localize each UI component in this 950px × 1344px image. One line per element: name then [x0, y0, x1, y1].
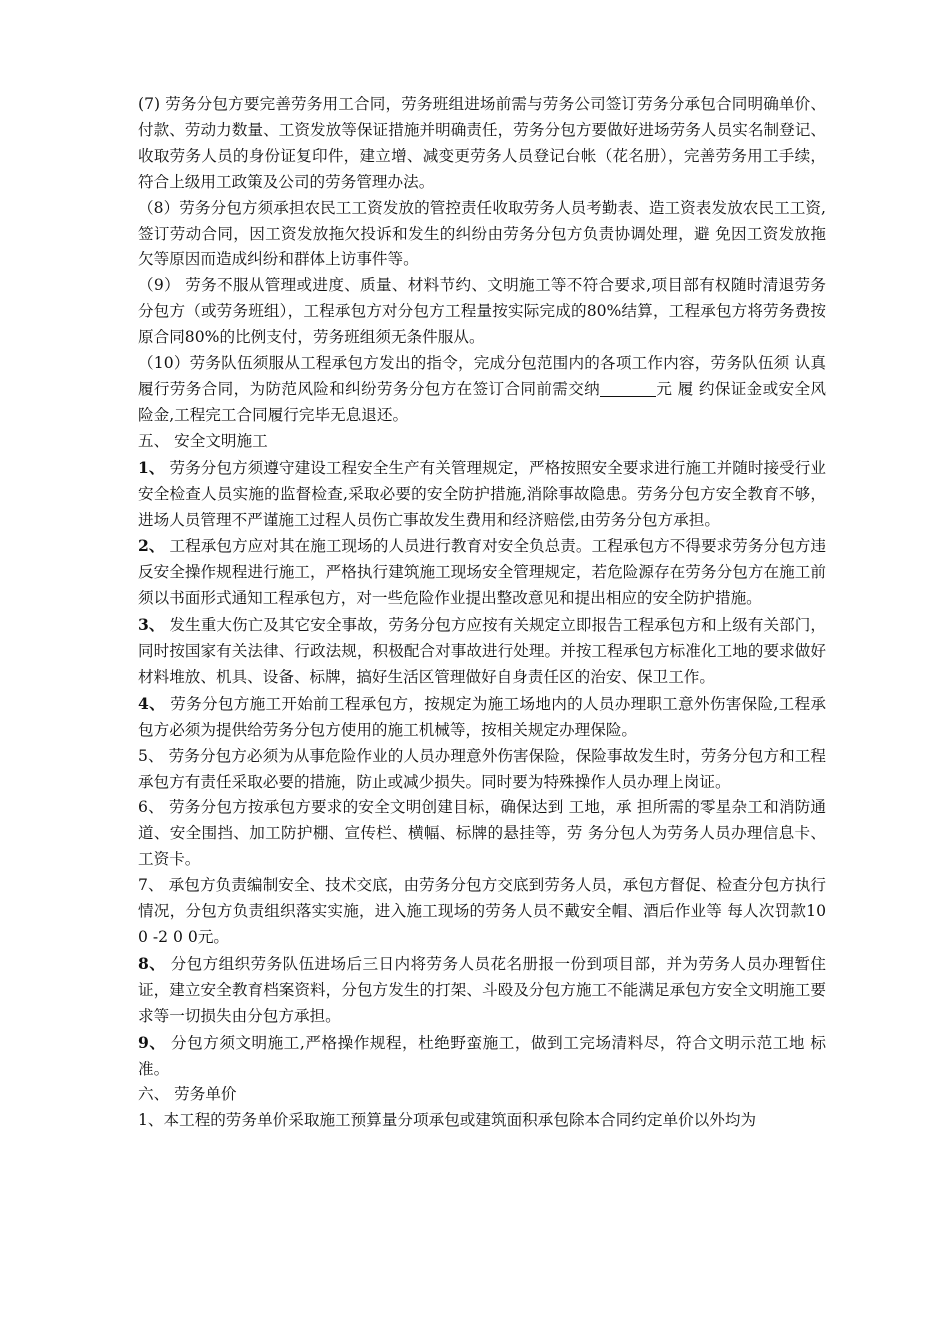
section-6-item-1	[138, 1108, 826, 1134]
item-number: 6、	[138, 798, 164, 817]
item-number: 1、	[138, 457, 165, 477]
item-number: 9、	[138, 1032, 166, 1052]
item-number: 2、	[138, 536, 165, 556]
section-5-item-8	[138, 951, 826, 1030]
item-text: 劳务分包方按承包方要求的安全文明创建目标，确保达到 工地，承 担所需的零星杂工和消防通道、安全围挡、加工防护棚、宣传栏、横幅、标牌的悬挂等，劳 务分包人为劳务人员办理信息卡、工资卡。	[138, 798, 827, 869]
item-text: 承包方负责编制安全、技术交底，由劳务分包方交底到劳务人员，承包方督促、检查分包方执行情况，分包方负责组织落实实施，进入施工现场的劳务人员不戴安全帽、酒后作业等 每人次罚款10 0 -2 0 0元。	[138, 876, 826, 946]
section-5-item-3	[138, 612, 826, 691]
section-5-item-2	[138, 533, 826, 612]
item-number: 3、	[138, 615, 165, 635]
item-text: 发生重大伤亡及其它安全事故，劳务分包方应按有关规定立即报告工程承包方和上级有关部门，同时按国家有关法律、行政法规，积极配合对事故进行处理。并按工程承包方标准化工地的要求做好材料堆放、机具、设备、标牌，搞好生活区管理做好自身责任区的治安、保卫工作。	[138, 616, 826, 686]
section-5-item-5	[138, 744, 826, 796]
section-6-heading: 六、 劳务单价	[138, 1085, 237, 1104]
document-body	[138, 92, 826, 1134]
item-text: 分包方须文明施工,严格操作规程，杜绝野蛮施工，做到工完场清料尽，符合文明示范工地 标准。	[138, 1033, 827, 1078]
item-text: 工程承包方应对其在施工现场的人员进行教育对安全负总责。工程承包方不得要求劳务分包方违反安全操作规程进行施工，严格执行建筑施工现场安全管理规定，若危险源存在劳务分包方在施工前须以书面形式通知工程承包方，对一些危险作业提出整改意见和提出相应的安全防护措施。	[138, 537, 826, 608]
section-5-item-4	[138, 691, 826, 744]
item-number: 1、	[138, 1111, 164, 1130]
item-number: 4、	[138, 693, 166, 713]
item-text: 劳务分包方必须为从事危险作业的人员办理意外伤害保险，保险事故发生时，劳务分包方和工程承包方有责任采取必要的措施，防止或减少损失。同时要为特殊操作人员办理上岗证。	[138, 746, 826, 791]
item-text: 分包方组织劳务队伍进场后三日内将劳务人员花名册报一份到项目部，并为劳务人员办理暂住证，建立安全教育档案资料，分包方发生的打架、斗殴及分包方施工不能满足承包方安全文明施工要求等一切损失由分包方承担。	[138, 954, 826, 1025]
clause-10-text-a: （10）劳务队伍须服从工程承包方发出的指令，完成分包范围内的各项工作内容，劳务队伍须 认真履行劳务合同，为防范风险和纠纷劳务分包方在签订合同前需交纳	[138, 354, 826, 398]
deposit-amount-blank	[600, 380, 656, 397]
clause-10	[138, 351, 826, 429]
item-text: 本工程的劳务单价采取施工预算量分项承包或建筑面积承包除本合同约定单价以外均为	[163, 1111, 757, 1130]
item-number: 8、	[138, 953, 166, 973]
clause-10-text-b: 元 履 约保证金或安全风险金,工程完工合同履行完毕无息退还。	[138, 379, 826, 424]
clause-7: (7) 劳务分包方要完善劳务用工合同，劳务班组进场前需与劳务公司签订劳务分承包合同明确单价、付款、劳动力数量、工资发放等保证措施并明确责任，劳务分包方要做好进场劳务人员实名制登记、收取劳务人员的身份证复印件，建立增、减变更劳务人员登记台帐（花名册），完善劳务用工手续，符合上级用工政策及公司的劳务管理办法。	[138, 95, 826, 191]
clause-9: （9） 劳务不服从管理或进度、质量、材料节约、文明施工等不符合要求,项目部有权随时清退劳务分包方（或劳务班组），工程承包方对分包方工程量按实际完成的80%结算，工程承包方将劳务费按原合同80%的比例支付，劳务班组须无条件服从。	[138, 276, 826, 347]
item-text: 劳务分包方施工开始前工程承包方，按规定为施工场地内的人员办理职工意外伤害保险,工程承包方必须为提供给劳务分包方使用的施工机械等，按相关规定办理保险。	[138, 694, 826, 739]
item-text: 劳务分包方须遵守建设工程安全生产有关管理规定，严格按照安全要求进行施工并随时接受行业安全检查人员实施的监督检查,采取必要的安全防护措施,消除事故隐患。劳务分包方安全教育不够，进场人员管理不严谨施工过程人员伤亡事故发生费用和经济赔偿,由劳务分包方承担。	[138, 458, 826, 529]
clause-8: （8）劳务分包方须承担农民工工资发放的管控责任收取劳务人员考勤表、造工资表发放农民工工资,签订劳动合同，因工资发放拖欠投诉和发生的纠纷由劳务分包方负责协调处理，避 免因工资发放拖欠等原因而造成纠纷和群体上访事件等。	[138, 198, 826, 269]
section-5-heading: 五、 安全文明施工	[138, 431, 268, 450]
item-number: 5、	[138, 746, 164, 765]
section-5-item-1	[138, 455, 826, 534]
section-5-item-9	[138, 1030, 826, 1083]
section-5-item-7	[138, 873, 826, 951]
section-5-item-6	[138, 795, 826, 873]
item-number: 7、	[138, 876, 164, 895]
